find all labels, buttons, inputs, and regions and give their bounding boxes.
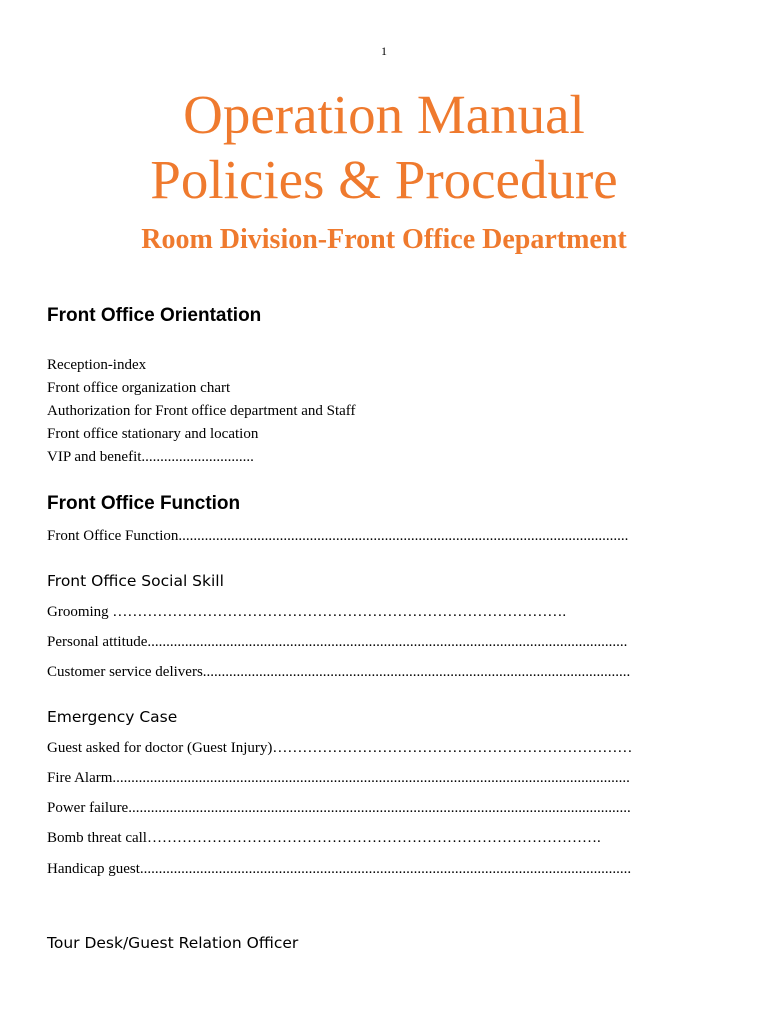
- toc-item: Authorization for Front office department and Staff: [47, 403, 356, 419]
- page-number: 1: [381, 44, 387, 58]
- toc-item: Customer service delivers..................................................................................................................: [47, 664, 631, 680]
- toc-item: Handicap guest...................................................................................................................................: [47, 861, 632, 877]
- section-heading-emergency: Emergency Case: [47, 708, 178, 726]
- toc-item: Bomb threat call……………………………………………………………………………….: [47, 830, 601, 846]
- toc-item: Fire Alarm..........................................................................................................................................: [47, 770, 630, 786]
- toc-item: Front office organization chart: [47, 380, 231, 396]
- toc-item: Power failure......................................................................................................................................: [47, 800, 631, 816]
- toc-item: Front office stationary and location: [47, 426, 259, 442]
- section-heading-social-skill: Front Office Social Skill: [47, 572, 224, 590]
- toc-item: VIP and benefit..............................: [47, 449, 254, 465]
- toc-item: Grooming ……………………………………………………………………………….: [47, 604, 567, 620]
- document-subtitle: Room Division-Front Office Department: [141, 224, 627, 255]
- section-heading-orientation: Front Office Orientation: [47, 305, 262, 326]
- toc-item: Guest asked for doctor (Guest Injury)………………………………………………………………: [47, 740, 633, 756]
- toc-item: Reception-index: [47, 357, 147, 373]
- section-heading-function: Front Office Function: [47, 493, 241, 514]
- document-title-line-1: Operation Manual: [183, 84, 585, 145]
- toc-item: Front Office Function........................................................................................................................: [47, 528, 629, 544]
- section-heading-tour-desk: Tour Desk/Guest Relation Officer: [47, 934, 299, 952]
- toc-item: Personal attitude................................................................................................................................: [47, 634, 628, 650]
- document-title-line-2: Policies & Procedure: [150, 149, 618, 210]
